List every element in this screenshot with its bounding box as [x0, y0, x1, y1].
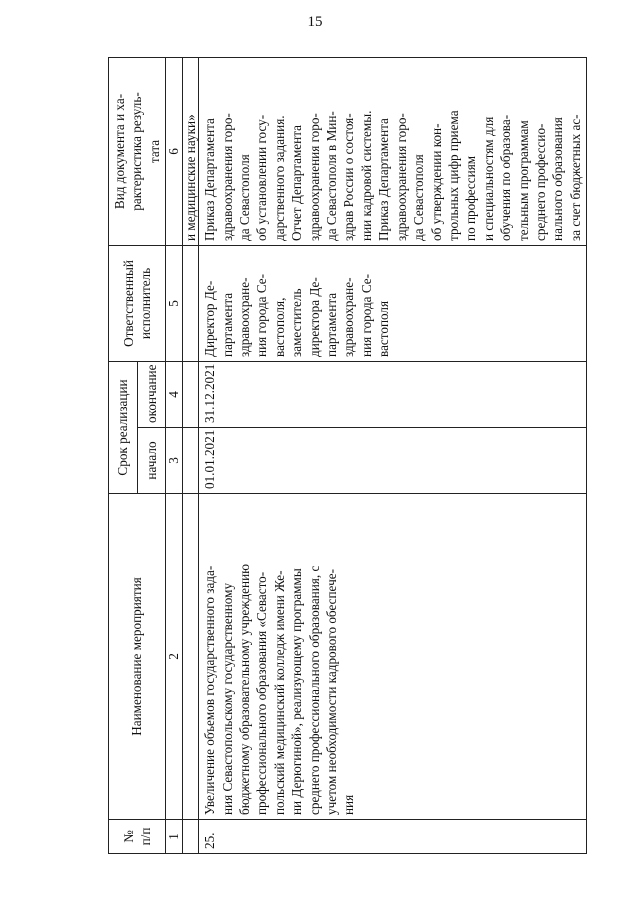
column-number: 5 — [166, 245, 183, 361]
header-name: Наименование мероприятия — [109, 494, 166, 820]
continuation-row — [183, 57, 199, 853]
row-number: 25. — [199, 820, 587, 854]
responsible-executor: Директор Де- партамента здравоохране- ния города Се- вастополя, заместитель директора Де- партамента здравоохране- ния города Се- вастополя — [199, 245, 587, 361]
header-result: Вид документа и ха- рактеристика резуль- тата — [109, 57, 166, 245]
continuation-text: и медицинские науки» — [183, 57, 199, 245]
header-responsible: Ответственный исполнитель — [109, 245, 166, 361]
header-end: окончание — [137, 361, 166, 427]
table-frame — [108, 58, 582, 854]
column-number: 6 — [166, 57, 183, 245]
header-number: № п/п — [109, 820, 166, 854]
column-number: 4 — [166, 361, 183, 427]
column-number: 1 — [166, 820, 183, 854]
measure-name: Увеличение объемов государственного зада- ния Севастопольскому государственному бюджетному образовательному учреждению профессионального образования «Севасто- польский медицинский колледж имени Же- ни Дерюгиной», реализующему программы среднего профессионального образования, с учетом необходимости кадрового обеспече- ния — [199, 494, 587, 820]
column-number: 3 — [166, 428, 183, 494]
header-row-1 — [109, 57, 138, 853]
table-row — [199, 57, 587, 853]
result-document: Приказ Департамента здравоохранения горо- да Севастополя об установлении госу- дарственного задания. Отчет Департамента здравоохранения горо- да Севастополя в Мин- здрав России о состоя- нии кадровой системы. Приказ Департамента здравоохранения горо- да Севастополя об утверждении кон- трольных цифр приема по профессиям и специальностям для обучения по образова- тельным программам среднего профессио- нального образования за счет бюджетных ас- — [199, 57, 587, 245]
rotated-table-container — [108, 58, 582, 854]
start-date: 01.01.2021 — [199, 428, 587, 494]
header-period: Срок реализации — [109, 361, 138, 493]
measures-table — [108, 57, 587, 854]
page-number: 15 — [307, 14, 323, 30]
column-number: 2 — [166, 494, 183, 820]
end-date: 31.12.2021 — [199, 361, 587, 427]
header-start: начало — [137, 428, 166, 494]
column-number-row — [166, 57, 183, 853]
